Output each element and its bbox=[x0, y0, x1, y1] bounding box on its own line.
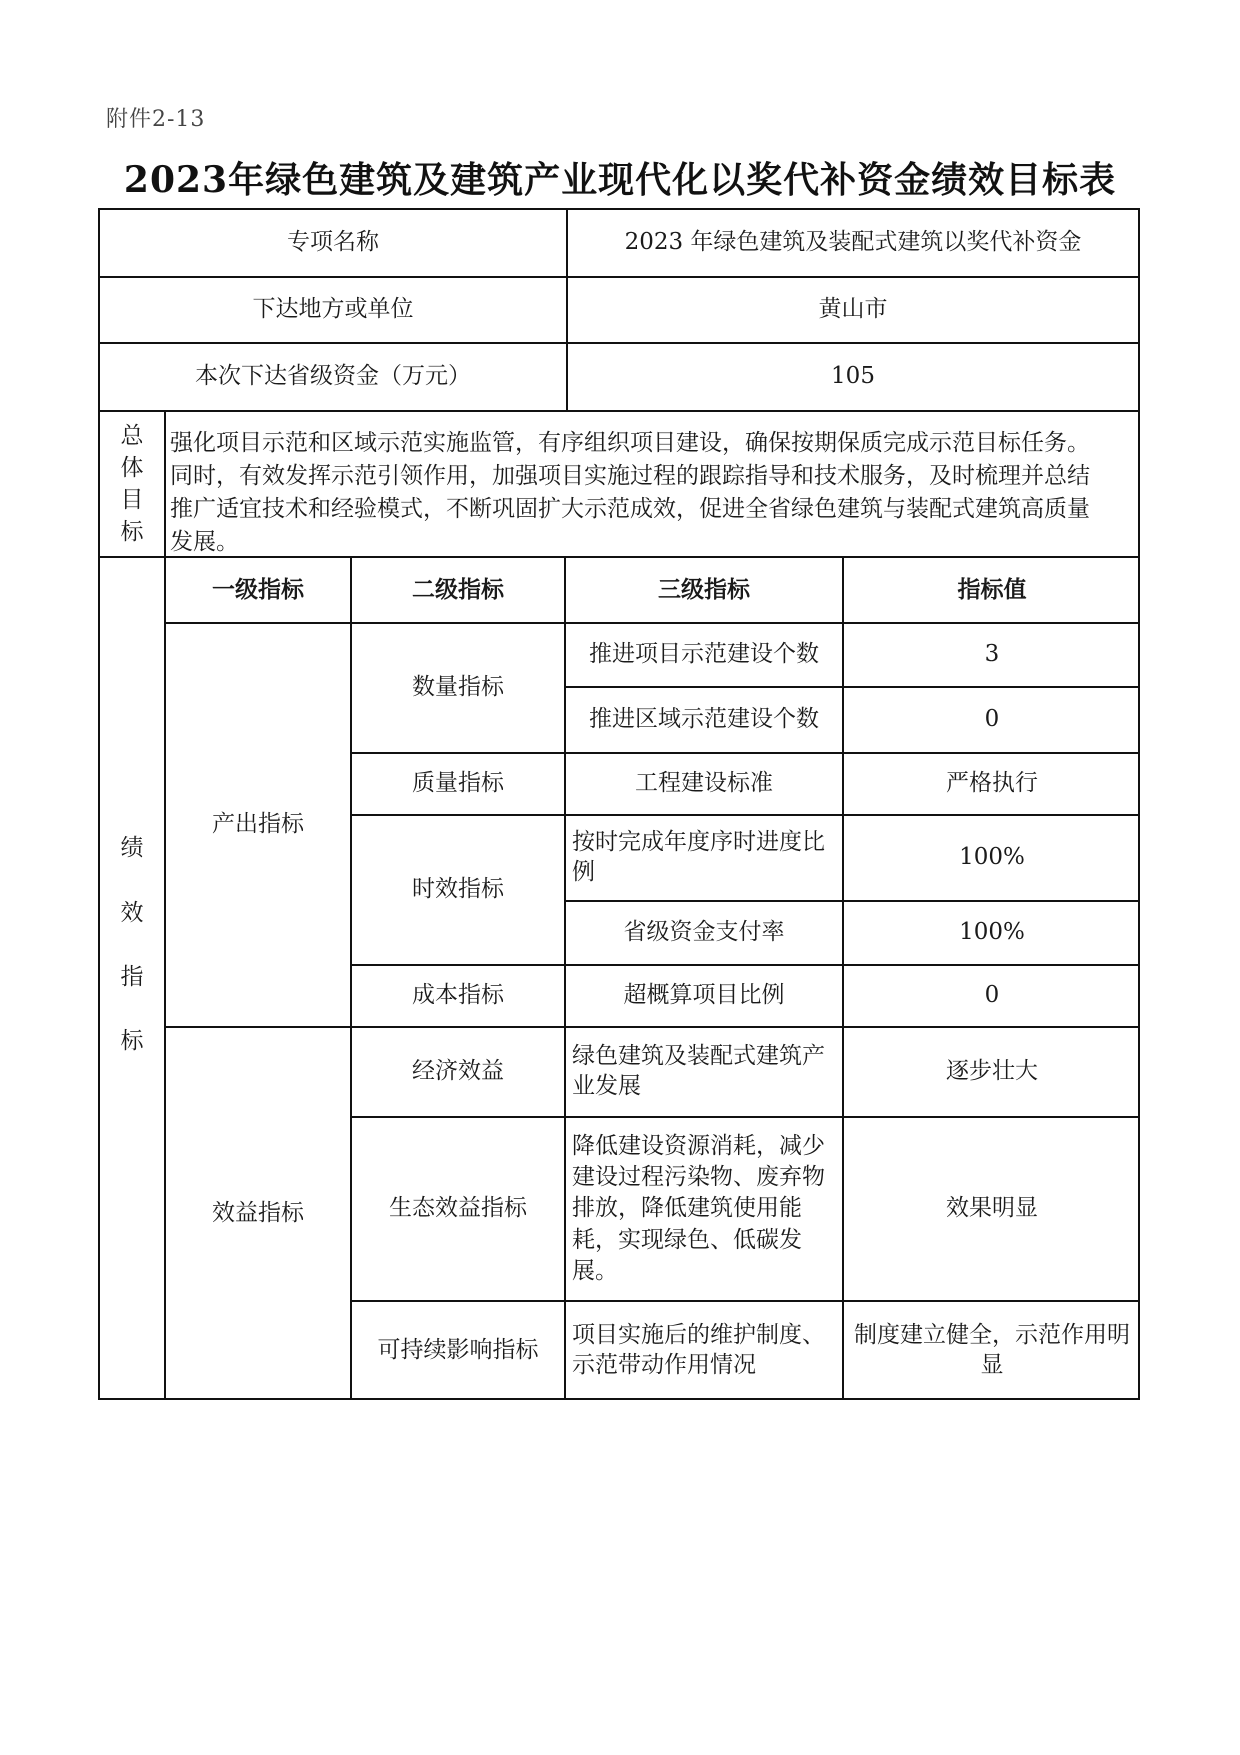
value-cell: 3 bbox=[984, 641, 1000, 668]
goal-label-char: 总 bbox=[120, 422, 144, 449]
indicators-label-char: 效 bbox=[120, 899, 144, 926]
attachment-label: 附件2-13 bbox=[106, 107, 206, 132]
column-header-level1: 一级指标 bbox=[212, 576, 304, 604]
value-cell: 100% bbox=[959, 919, 1025, 946]
header-label-funds: 本次下达省级资金（万元） bbox=[195, 363, 471, 390]
value-cell: 0 bbox=[984, 982, 1000, 1009]
header-value-project-name: 2023 年绿色建筑及装配式建筑以奖代补资金 bbox=[624, 229, 1082, 256]
goal-label-char: 体 bbox=[120, 454, 144, 481]
value-cell: 制度建立健全，示范作用明显 bbox=[854, 1322, 1130, 1378]
value-cell: 严格执行 bbox=[946, 770, 1038, 797]
column-header-level3: 三级指标 bbox=[658, 576, 750, 604]
indicators-label bbox=[100, 800, 164, 1090]
value-cell: 逐步壮大 bbox=[946, 1058, 1038, 1085]
overall-goal-label bbox=[100, 412, 164, 556]
level3-cell: 推进区域示范建设个数 bbox=[589, 706, 819, 733]
value-cell: 效果明显 bbox=[946, 1195, 1038, 1222]
level2-quality: 质量指标 bbox=[412, 770, 504, 797]
level1-benefit: 效益指标 bbox=[212, 1200, 304, 1227]
page-title: 2023年绿色建筑及建筑产业现代化以奖代补资金绩效目标表 bbox=[123, 159, 1117, 201]
header-value-funds: 105 bbox=[831, 363, 875, 390]
overall-goal-text: 强化项目示范和区域示范实施监管，有序组织项目建设，确保按期保质完成示范目标任务。同时，有效发挥示范引领作用，加强项目实施过程的跟踪指导和技术服务，及时梳理并总结推广适宜技术和经验模式，不断巩固扩大示范成效，促进全省绿色建筑与装配式建筑高质量发展。 bbox=[170, 430, 1090, 555]
level3-cell: 降低建设资源消耗，减少建设过程污染物、废弃物排放，降低建筑使用能耗，实现绿色、低碳发展。 bbox=[572, 1133, 825, 1284]
column-header-value: 指标值 bbox=[957, 576, 1027, 604]
level3-cell: 项目实施后的维护制度、示范带动作用情况 bbox=[572, 1322, 825, 1378]
level3-cell: 按时完成年度序时进度比例 bbox=[572, 829, 825, 885]
header-label-project-name: 专项名称 bbox=[287, 229, 379, 256]
header-label-recipient: 下达地方或单位 bbox=[252, 296, 414, 323]
level2-cost: 成本指标 bbox=[412, 982, 504, 1009]
level3-cell: 工程建设标准 bbox=[635, 770, 773, 797]
goal-label-char: 目 bbox=[120, 487, 144, 513]
header-value-recipient: 黄山市 bbox=[818, 296, 888, 323]
indicators-label-char: 指 bbox=[120, 964, 144, 990]
level3-cell: 省级资金支付率 bbox=[623, 919, 785, 946]
level2-sustainable: 可持续影响指标 bbox=[377, 1337, 539, 1364]
level2-ecological: 生态效益指标 bbox=[389, 1195, 527, 1222]
level2-economic: 经济效益 bbox=[412, 1058, 504, 1085]
value-cell: 0 bbox=[984, 706, 1000, 733]
level1-output: 产出指标 bbox=[212, 811, 304, 838]
indicators-label-char: 绩 bbox=[120, 835, 144, 862]
level2-timeliness: 时效指标 bbox=[412, 876, 504, 903]
level3-cell: 绿色建筑及装配式建筑产业发展 bbox=[572, 1043, 825, 1099]
level3-cell: 超概算项目比例 bbox=[623, 982, 785, 1009]
level3-cell: 推进项目示范建设个数 bbox=[589, 641, 819, 668]
value-cell: 100% bbox=[959, 844, 1025, 871]
goal-label-char: 标 bbox=[120, 519, 144, 546]
indicators-label-char: 标 bbox=[120, 1028, 144, 1055]
column-header-level2: 二级指标 bbox=[412, 576, 504, 604]
level2-quantity: 数量指标 bbox=[412, 674, 504, 701]
